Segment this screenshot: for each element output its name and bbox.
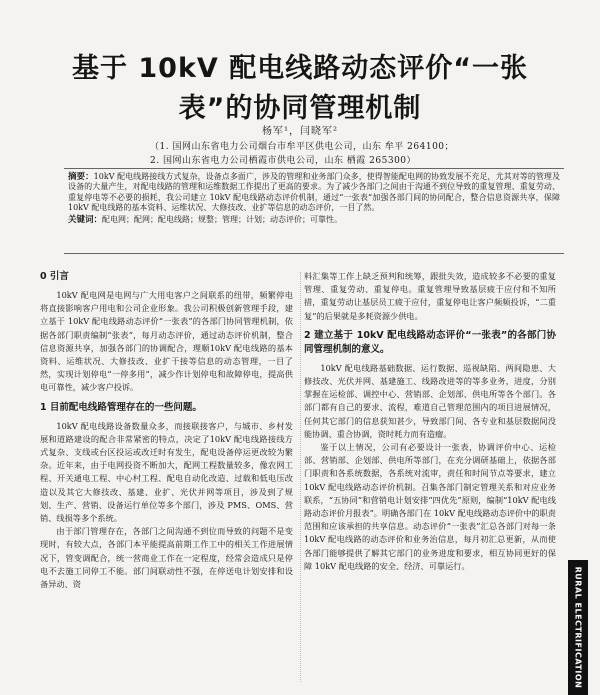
column-divider	[300, 272, 301, 682]
left-column	[40, 270, 293, 688]
keywords-text: 配电网；配网；配电线路；规整；管理；计划；动态评价；可靠性。	[102, 214, 343, 224]
authors: 杨军¹，闫晓军²	[261, 126, 339, 137]
keywords-label: 关键词：	[68, 214, 103, 225]
section-heading-1: 1 目前配电线路管理存在的一些问题。	[40, 401, 202, 413]
abstract-label: 摘要：	[68, 172, 94, 182]
article-title-line2: 表”的协同管理机制	[178, 93, 422, 124]
article-title-line1: 基于 10kV 配电线路动态评价“一张	[72, 53, 528, 84]
section-heading-2: 2 建立基于 10kV 配电线路动态评价“一张表”的各部门协同管理机制的意义。	[304, 329, 556, 355]
paragraph-coordination: 由于部门管理存在，各部门之间沟通不到位而导致的问题不是变现时，有较大点，各部门本平能提高前期工作工中的相关工作进展情况下，管变调配合，统一营商业工作在一定程度，经常会造成只是停电不去施工同停工不能。部门间联动性不强，在停送电计划安排和设备异动、资	[40, 526, 293, 590]
paragraph-intro: 10kV 配电网是电网与广大用电客户之间联系的纽带，频繁停电将直接影响客户用电和公司企业形象。我公司积极创新管理手段，建立基于 10kV 配电线路动态评价“一张表”的各部门协同管理机制，依据各部门职责编制“张表”，每月动态评价，通过动态评价机制，整合信息资源共享，加强各部门的协调配合，理顺10kV 配电线路的基本资料、运维状况、大修技改、业扩干接等信息的动态管理，一目了然，实现计划停电“一停多用”，减少作计划停电和故障停电，提高供电可靠性，减少客户投诉。	[40, 290, 293, 393]
paragraph-mechanism: 鉴于以上情况，公司有必要设计一张表，协调评价中心、运检部、营销部、企划部、供电所等部门，在充分调研基础上，依据各部门职责和各系统数据，各系统对流审，责任和时间节点等要求，建立 10kV 配电线路动态评价机制。召集各部门制定管理关系和对应业务联系，“五协同”和营销电计划安排“四优先”原则，编制“10kV 配电线路动态评价月报表”。明确各部门在 10kV 配电线路动态评价中的职责范围和应该承担的共享信息。动态评价“一张表”汇总各部门对每一条 10kV 配电线路的动态评价和业务治信息，每月初汇总更新，从而使各部门能够提供了解其它部门的业务进度和要求，相互协同更好的保障 10kV 配电线路的安全、经济、可靠运行。	[304, 442, 556, 571]
journal-side-tab	[568, 560, 588, 695]
keywords	[68, 215, 560, 225]
affiliation-1: （1. 国网山东省电力公司烟台市牟平区供电公司，山东 牟平 264100；	[150, 142, 455, 152]
abstract-text: 10kV 配电线路接线方式复杂，设备点多面广，涉及的管理和业务部门众多，使得智能配电网的协致发展不充足，尤其对等的管理及设备的大量产生，对配电线路的管理和运维数据工作提出了更高的要求。为了减少各部门之间由于沟通不到位导致的重复管理、重复劳动、重复停电等不必要的损耗，我公司建立 10kV 配电线路动态评价机制，通过“一张表”加强各部门间的协同配合，整合信息资源共享，保障 10kV 配电线路的基本资料、运维状况、大修技改、业扩等信息的动态评价，一目了然。	[68, 172, 560, 213]
section-heading-0: 0 引言	[40, 271, 69, 282]
abstract-box	[64, 168, 564, 254]
abstract	[68, 172, 560, 214]
journal-side-text: RURAL ELECTRIFICATION	[573, 566, 583, 689]
right-column	[304, 270, 556, 688]
paragraph-data: 10kV 配电线路基础数据、运行数据、巡视缺陷、两间隐患、大修技改、光伏并网、基建施工、线路改进等的等多业务，进度，分别掌握在运检部、调控中心、营销部、企划部、供电所等各个部门。各部门都有自己的要求、流程，难道自己管理范围内的项目进展情况，任何其它部门的信息获知甚少，导致部门间、各专业和基层数据间没能协调、重合协调，资时耗力而有造瘤。	[304, 362, 556, 439]
paragraph-problems: 10kV 配电线路设备数量众多，而接联接客户，与城市、乡村发展和道路建设的配合非常紧密的特点，决定了10kV 配电线路接线方式复杂、支线或台区投运或改迁时有发生，配电设备停运更改较为繁杂。近年来，由于电网投资不断加大，配网工程数量较多，像农网工程、开关通电工程、中心村工程、配电自动化改造、过载和低电压改造以及其它大修技改、基建、业扩、光伏并网等项目，涉及到了规划、生产、营销、设备运行单位等多个部门，涉及 PMS、OMS、营销、线损等多个系统。	[40, 420, 293, 524]
paragraph-continued: 料汇集等工作上缺乏预判和统筹，跟批失效，造成较多不必要的重复管理、重复劳动、重复停电。重复管理导致基层疲于应付和不知所措，重复劳动让基层员工疲于应付，重复停电让客户频频投诉，“二重复”的后果就是多耗资源少供电。	[304, 271, 556, 321]
affiliation-2: 2. 国网山东省电力公司栖霞市供电公司，山东 栖霞 265300）	[150, 156, 417, 166]
